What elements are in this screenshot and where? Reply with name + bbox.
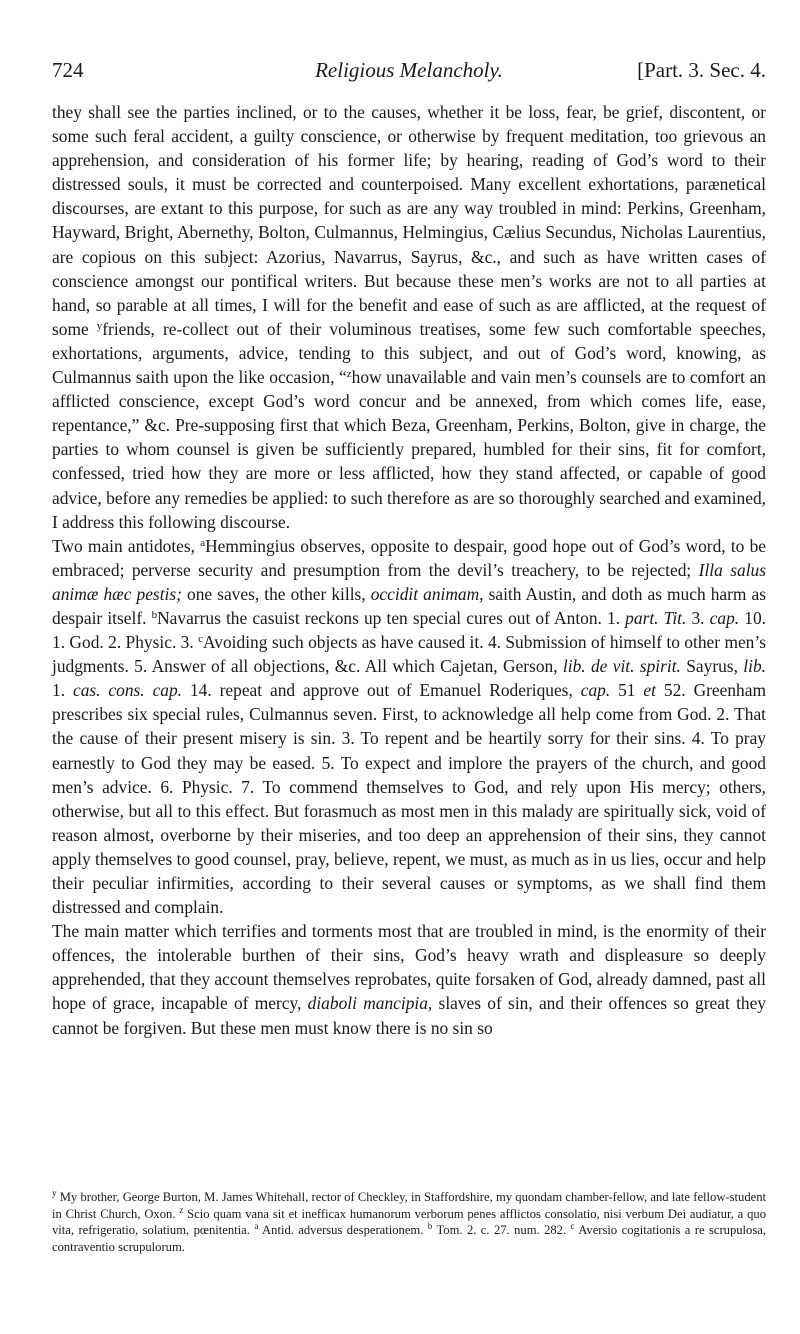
text-run: Tom. 2. c. 27. num. 282. [432,1223,571,1237]
footnote-marker: c [198,633,204,646]
paragraph-p2 [52,534,766,920]
footnote-marker: a [254,1221,259,1231]
paragraph-p3 [52,919,766,1039]
text-run: My brother, George Burton, M. James Whitehall, rector of Checkley, in Staffordshire, my quondam chamber-fellow, and late fellow-student in Christ Church, Oxon. [52,1190,766,1221]
text-run: how unavailable and vain men’s counsels are to comfort an afflicted conscience, except God’s word concur and be annexed, from which comes life, ease, repentance,” &c. Pre-supposing first that which Beza, Greenham, Perkins, Bolton, give in charge, the parties to whom counsel is given be sufficiently prepared, humbled for their sins, fit for comfort, confessed, tried how they are more or less afflicted, how they stand affected, or capable of good advice, before any remedies be applied: to such therefore as are so thoroughly searched and examined, I address this following discourse. [52,367,767,532]
text-run: 3. [686,607,710,628]
italic-phrase: et [643,680,656,701]
italic-phrase: cas. cons. cap. [72,680,183,701]
text-run: Navarrus the casuist reckons up ten special cures out of Anton. 1. [157,607,626,628]
text-run: Avoiding such objects as have caused it. 4. Submission of himself to other men’s judgments. 5. Answer of all objections, &c. All which Cajetan, Gerson, [52,632,766,677]
footnote-marker: y [52,1188,57,1198]
text-run: Antid. adversus desperationem. [258,1223,428,1237]
text-run: Scio quam vana sit et inefficax humanorum verborum penes afflictos consolatio, nisi verbum Dei audiatur, a quo vita, refrigeratio, solatium, pœnitentia. [52,1206,766,1237]
italic-phrase: lib. [743,656,766,677]
text-run: friends, re-collect out of their voluminous treatises, some few such comfortable speeches, exhortations, arguments, advice, tending to this subject, and out of God’s word, knowing, as Culmannus saith upon the like occasion, “ [52,318,766,388]
italic-phrase: cap. [709,607,740,628]
text-run: they shall see the parties inclined, or to the causes, whether it be loss, fear, be grief, discontent, or some such feral accident, a guilty conscience, or otherwise by frequent meditation, too grievous an apprehension, and consideration of his former life; by hearing, reading of God’s word to their distressed souls, it must be corrected and counterpoised. Many excellent exhortations, parænetical discourses, are extant to this purpose, for such as are any way troubled in mind: Perkins, Greenham, Hayward, Bright, Abernethy, Bolton, Culmannus, Helmingius, Cælius Secundus, Nicholas Laurentius, are copious on this subject: Azorius, Navarrus, Sayrus, &c., and such as have written cases of conscience amongst our pontifical writers. But because these men’s works are not to all parties at hand, so parable at all times, I will for the benefit and ease of such as are afflicted, at the request of some [52,102,766,339]
italic-phrase: occidit animam, [370,583,484,604]
text-run: one saves, the other kills, [181,583,371,604]
footnote-marker: c [570,1221,575,1231]
section-reference: [Part. 3. Sec. 4. [637,58,766,82]
italic-phrase: cap. [580,680,611,701]
text-run: Two main antidotes, [52,535,201,556]
italic-phrase: diaboli mancipia, [307,993,433,1014]
footnote-marker: z [346,368,352,381]
text-run: slaves of sin, and their offences so great they cannot be forgiven. But these men must know there is no sin so [52,993,767,1038]
paragraph-p1 [52,100,766,534]
text-run: saith Austin, and doth as much harm as despair itself. [52,583,767,628]
text-run: 10. 1. God. 2. Physic. 3. [52,607,766,653]
text-run: 52. Greenham prescribes six special rules, Culmannus seven. First, to acknowledge all help come from God. 2. That the cause of their present misery is sin. 3. To repent and be heartily sorry for their sins. 4. To pray earnestly to God they may be eased. 5. To expect and implore the prayers of the church, and good men’s advice. 6. Physic. 7. To commend themselves to God, and rely upon His mercy; others, otherwise, but all to this effect. But forasmuch as most men in this malady are spiritually sick, void of reason almost, overborne by their miseries, and too deep an apprehension of their sins, they cannot apply themselves to good counsel, pray, believe, repent, we must, as much as in us lies, occur and help their peculiar infirmities, according to their several causes or symptoms, as we shall find them distressed and complain. [52,680,766,918]
running-head [52,58,766,88]
text-run: Hemmingius observes, opposite to despair, good hope out of God’s word, to be embraced; perverse security and presumption from the devil’s treachery, to be rejected; [52,535,766,580]
footnote-marker: y [96,319,103,332]
footnotes [52,1189,766,1255]
text-run: 1. [52,680,73,701]
text-run: Aversio cogitationis a re scrupulosa, contraventio scrupulorum. [52,1223,766,1254]
running-title: Religious Melancholy. [315,58,503,82]
footnote-marker: b [151,608,158,621]
text-run: The main matter which terrifies and torments most that are troubled in mind, is the enormity of their offences, the intolerable burthen of their sins, God’s heavy wrath and displeasure so deeply apprehended, that they account themselves reprobates, quite forsaken of God, already damned, past all hope of grace, incapable of mercy, [52,921,766,1014]
text-run: Sayrus, [680,656,744,677]
italic-phrase: part. Tit. [625,607,687,628]
italic-phrase: Illa salus animæ hæc pestis; [52,559,766,604]
text-run: 51 [610,680,644,701]
footnote-marker: z [179,1204,184,1215]
footnote-marker: b [427,1221,433,1231]
main-text [52,100,766,1040]
text-run: 14. repeat and approve out of Emanuel Roderiques, [182,680,581,701]
page-number: 724 [52,58,84,82]
italic-phrase: lib. de vit. spirit. [562,656,681,677]
footnote-marker: a [200,536,206,549]
